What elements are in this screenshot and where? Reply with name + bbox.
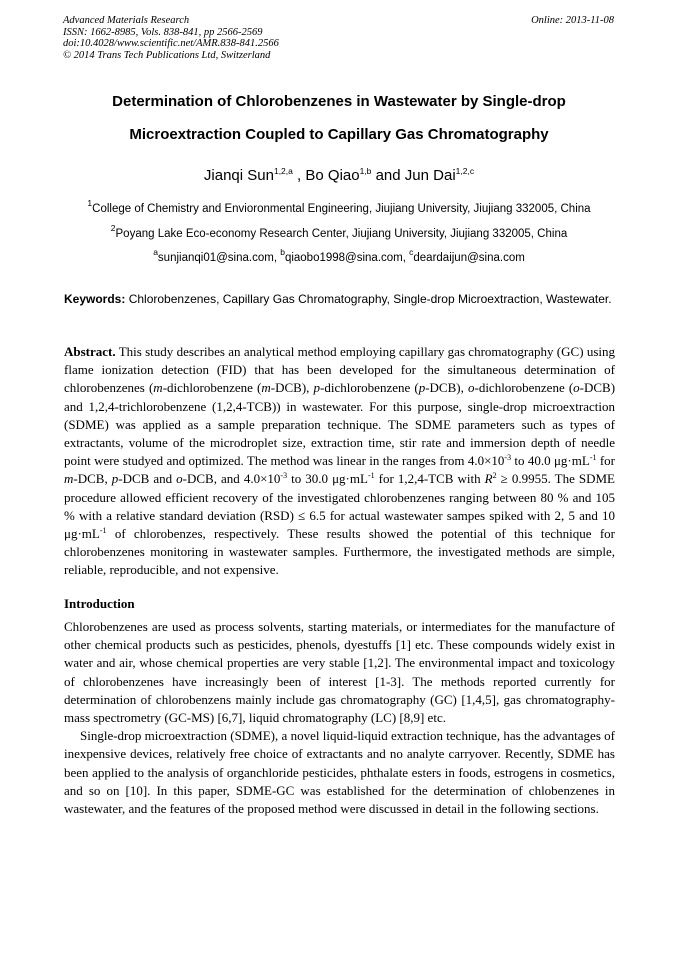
paper-title-line-1: Determination of Chlorobenzenes in Wastewater by Single-drop [112, 93, 566, 110]
abstract-superscript: 2 [492, 471, 497, 481]
abstract-text: -dichlorobenzene ( [162, 380, 262, 396]
abstract-superscript: -1 [367, 471, 375, 481]
introduction-body [64, 618, 615, 818]
copyright-line: © 2014 Trans Tech Publications Ltd, Switzerland [63, 49, 271, 61]
affiliation-2 [20, 223, 658, 241]
abstract-italic: R [484, 471, 493, 487]
abstract-italic: m [153, 380, 163, 396]
author-separator: and [371, 167, 405, 184]
email-separator: , [402, 252, 410, 264]
journal-header [63, 15, 279, 61]
abstract-text: -dichlorobenzene ( [320, 380, 419, 396]
abstract-text: for 1,2,4-TCB with [374, 471, 485, 487]
keywords-text: Chlorobenzenes, Capillary Gas Chromatography, Single-drop Microextraction, Wastewater. [125, 292, 612, 306]
email-mark: b [280, 247, 285, 257]
abstract-italic: m [64, 471, 74, 487]
introduction-heading: Introduction [64, 596, 135, 611]
email-address: qiaobo1998@sina.com [284, 252, 403, 264]
abstract-text: to 40.0 μg·mL [511, 453, 590, 469]
introduction-paragraph-1: Chlorobenzenes are used as process solvents, starting materials, or intermediates for the manufacture of other chemical products such as pesticides, phenols, dyestuffs [1] etc. These compounds widely exist in water and air, whose chemical properties are very stable [1,2]. The environmental impact and toxicology of chlorobenzenes have increasingly been of interest [1-3]. The methods reported currently for determination of chlorobenzens mainly include gas chromatography (GC) [1,4,5], gas chromatography-mass spectrometry (GC-MS) [6,7], liquid chromatography (LC) [8,9] etc. [64, 619, 615, 726]
abstract-text: -DCB and [118, 471, 177, 487]
author-affiliation-mark: 1,2,a [273, 166, 293, 176]
abstract-text: for [596, 453, 615, 469]
abstract-text: of chlorobenzes, respectively. These results showed the potential of this technique for chlorobenzenes monitoring in wastewater samples. Furthermore, the investigated methods are simple, reliable, reproducible, and not expensive. [64, 526, 615, 578]
email-mark: c [409, 247, 414, 257]
abstract-italic: p [418, 380, 426, 396]
abstract-text: -DCB), [425, 380, 468, 396]
doi-line: doi:10.4028/www.scientific.net/AMR.838-841.2566 [63, 38, 279, 49]
affiliation-mark: 2 [110, 223, 116, 233]
abstract-superscript: -1 [99, 526, 107, 536]
abstract-italic: p [313, 380, 321, 396]
abstract-text: ≥ 0.9955. The SDME procedure allowed efficient recovery of the investigated chlorobenzenes ranging between 80 % and 105 % with a relative standard deviation (RSD) ≤ 6.5 for actual wastewater sampes spiked with 2, 5 and 10 μg·mL [64, 471, 615, 542]
email-list [20, 247, 658, 265]
affiliation-text: Poyang Lake Eco-economy Research Center, Jiujiang University, Jiujiang 332005, China [115, 228, 568, 240]
online-date: Online: 2013-11-08 [531, 15, 614, 26]
author-affiliation-mark: 1,b [359, 166, 372, 176]
author-list [40, 167, 638, 185]
abstract [64, 343, 615, 580]
abstract-superscript: -1 [589, 453, 597, 463]
introduction-paragraph-2: Single-drop microextraction (SDME), a novel liquid-liquid extraction technique, has the advantages of inexpensive devices, relatively free choice of extractants and no analyte carryover. Recently, SDME has been applied to the analysis of organchloride pesticides, phthalate esters in foods, estrogens in cosmetics, and so on [10]. In this paper, SDME-GC was established for the determination of chlobenzenes in wastewater, and the features of the proposed method were discussed in detail in the following sections. [64, 728, 615, 817]
author-name: Jun Dai [404, 167, 456, 184]
abstract-text: -DCB), [270, 380, 314, 396]
abstract-superscript: -3 [504, 453, 512, 463]
abstract-text: -DCB, [73, 471, 112, 487]
abstract-italic: o [467, 380, 475, 396]
journal-name: Advanced Materials Research [63, 15, 190, 26]
abstract-text: to 30.0 μg·mL [287, 471, 368, 487]
abstract-superscript: -3 [280, 471, 288, 481]
email-address: deardaijun@sina.com [413, 252, 525, 264]
affiliation-1 [20, 198, 658, 216]
author-affiliation-mark: 1,2,c [455, 166, 475, 176]
email-separator: , [273, 252, 281, 264]
abstract-italic: o [573, 380, 580, 396]
keywords [64, 290, 615, 308]
keywords-label: Keywords: [64, 292, 126, 306]
abstract-label: Abstract. [64, 344, 116, 359]
abstract-text: This study describes an analytical method employing capillary gas chromatography (GC) using flame ionization detection (FID) that has been developed for the simultaneous determination of chlorobenzenes ( [64, 344, 615, 396]
abstract-text: -dichlorobenzene ( [474, 380, 574, 396]
abstract-text: -DCB, and 4.0×10 [182, 471, 281, 487]
abstract-italic: o [176, 471, 183, 487]
affiliation-mark: 1 [87, 198, 93, 208]
paper-title-line-2: Microextraction Coupled to Capillary Gas Chromatography [129, 126, 549, 143]
abstract-italic: m [261, 380, 271, 396]
author-name: Jianqi Sun [203, 167, 274, 184]
issn-line: ISSN: 1662-8985, Vols. 838-841, pp 2566-2569 [63, 26, 263, 38]
abstract-italic: p [111, 471, 119, 487]
author-separator: , [292, 167, 306, 184]
email-address: sunjianqi01@sina.com [157, 252, 274, 264]
abstract-text: -DCB) and 1,2,4-trichlorobenzene (1,2,4-TCB)) in wastewater. For this purpose, single-drop microextraction (SDME) was applied as a sample preparation technique. The SDME parameters such as types of extractants, volume of the microdroplet size, extraction time, stir rate and immersion depth of needle point were studyed and optimized. The method was linear in the ranges from 4.0×10 [64, 380, 616, 469]
affiliation-text: College of Chemistry and Envioronmental Engineering, Jiujiang University, Jiujiang 332005, China [92, 203, 591, 215]
email-mark: a [153, 247, 158, 257]
author-name: Bo Qiao [305, 167, 360, 184]
